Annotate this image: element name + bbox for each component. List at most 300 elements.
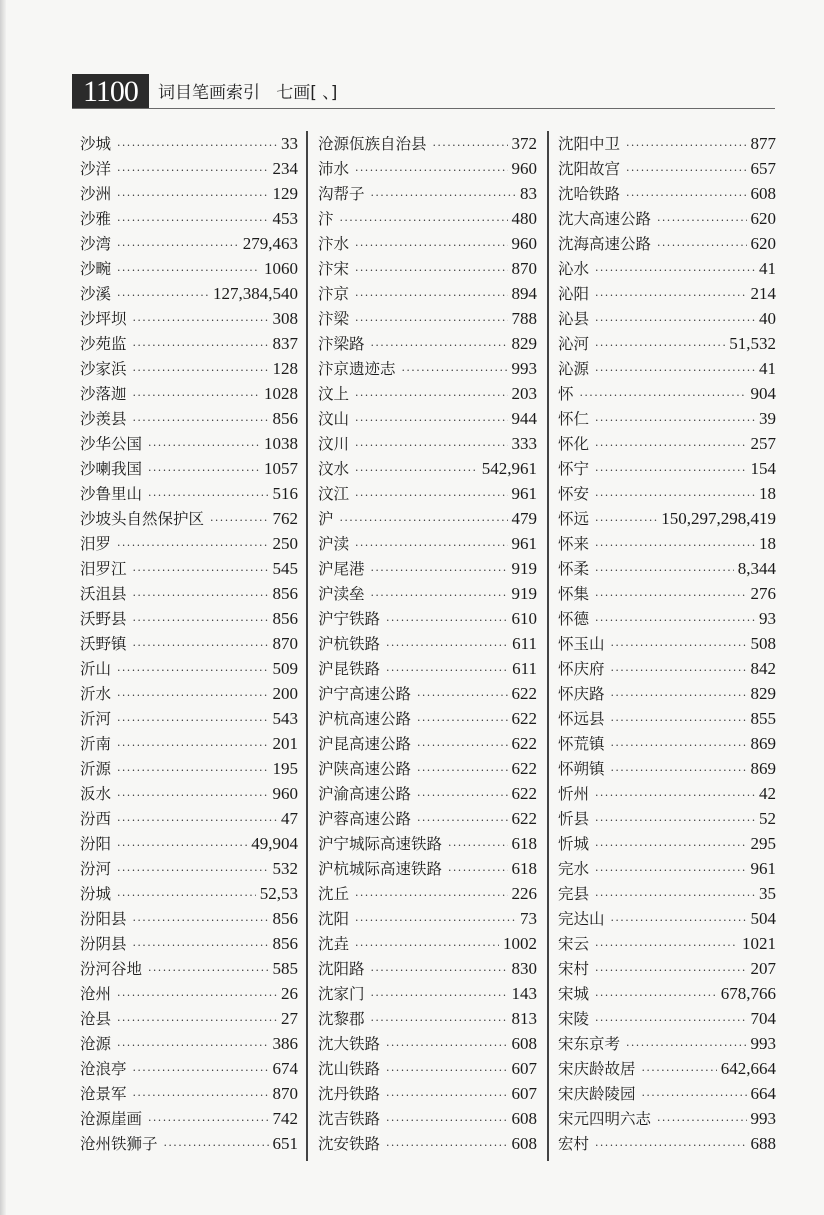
entry-page-numbers: 214 bbox=[750, 284, 776, 303]
dot-leader bbox=[164, 1133, 269, 1158]
index-entry bbox=[80, 181, 298, 206]
entry-page-numbers: 870 bbox=[272, 1084, 298, 1103]
dot-leader bbox=[355, 408, 507, 433]
entry-term: 宏村 bbox=[558, 1135, 590, 1153]
dot-leader bbox=[595, 308, 755, 333]
index-entry bbox=[80, 581, 298, 606]
index-entry bbox=[80, 931, 298, 956]
entry-page-numbers: 993 bbox=[750, 1109, 776, 1128]
entry-term: 怀朔镇 bbox=[558, 760, 605, 778]
entry-term: 沈丘 bbox=[318, 885, 350, 903]
dot-leader bbox=[595, 258, 755, 283]
index-entry bbox=[318, 706, 537, 731]
entry-term: 汾阴县 bbox=[80, 935, 127, 953]
dot-leader bbox=[657, 1108, 746, 1133]
entry-term: 沪杭高速公路 bbox=[318, 710, 412, 728]
page-edge-shadow bbox=[0, 0, 6, 1215]
entry-page-numbers: 18 bbox=[759, 534, 776, 553]
index-entry bbox=[558, 1081, 776, 1106]
entry-page-numbers: 651 bbox=[272, 1134, 298, 1153]
index-entry bbox=[80, 706, 298, 731]
index-entry bbox=[318, 1006, 537, 1031]
entry-page-numbers: 622 bbox=[511, 759, 537, 778]
entry-page-numbers: 1002 bbox=[503, 934, 537, 953]
entry-term: 宋村 bbox=[558, 960, 590, 978]
index-entry bbox=[318, 931, 537, 956]
entry-term: 沁河 bbox=[558, 335, 590, 353]
index-entry bbox=[318, 956, 537, 981]
index-entry bbox=[558, 206, 776, 231]
index-entry bbox=[558, 531, 776, 556]
dot-leader bbox=[611, 733, 747, 758]
entry-page-numbers: 919 bbox=[511, 559, 537, 578]
entry-term: 沁水 bbox=[558, 260, 590, 278]
dot-leader bbox=[595, 583, 746, 608]
index-entry bbox=[558, 906, 776, 931]
entry-page-numbers: 960 bbox=[272, 784, 298, 803]
dot-leader bbox=[117, 983, 277, 1008]
index-entry bbox=[318, 231, 537, 256]
entry-page-numbers: 585 bbox=[272, 959, 298, 978]
dot-leader bbox=[642, 1083, 747, 1108]
entry-page-numbers: 856 bbox=[272, 934, 298, 953]
entry-page-numbers: 830 bbox=[511, 959, 537, 978]
entry-page-numbers: 742 bbox=[272, 1109, 298, 1128]
entry-term: 沈山铁路 bbox=[318, 1060, 381, 1078]
entry-term: 宋东京考 bbox=[558, 1035, 621, 1053]
dot-leader bbox=[595, 333, 725, 358]
entry-term: 沂水 bbox=[80, 685, 112, 703]
index-entry bbox=[80, 1081, 298, 1106]
dot-leader bbox=[133, 608, 269, 633]
index-entry bbox=[318, 906, 537, 931]
dot-leader bbox=[595, 1133, 746, 1158]
entry-term: 宋庆龄陵园 bbox=[558, 1085, 636, 1103]
dot-leader bbox=[595, 833, 746, 858]
index-entry bbox=[558, 331, 776, 356]
dot-leader bbox=[133, 358, 269, 383]
entry-page-numbers: 620 bbox=[750, 234, 776, 253]
index-entry bbox=[80, 231, 298, 256]
entry-page-numbers: 40 bbox=[759, 309, 776, 328]
entry-page-numbers: 35 bbox=[759, 884, 776, 903]
entry-term: 沪昆高速公路 bbox=[318, 735, 412, 753]
index-entry bbox=[558, 931, 776, 956]
index-entry bbox=[318, 881, 537, 906]
entry-term: 沪渝高速公路 bbox=[318, 785, 412, 803]
dot-leader bbox=[355, 308, 507, 333]
entry-term: 沧县 bbox=[80, 1010, 112, 1028]
index-entry bbox=[318, 206, 537, 231]
entry-page-numbers: 855 bbox=[750, 709, 776, 728]
entry-page-numbers: 47 bbox=[281, 809, 298, 828]
dot-leader bbox=[657, 208, 746, 233]
entry-term: 怀 bbox=[558, 385, 574, 403]
index-entry bbox=[558, 181, 776, 206]
dot-leader bbox=[595, 508, 657, 533]
dot-leader bbox=[611, 683, 747, 708]
entry-page-numbers: 944 bbox=[511, 409, 537, 428]
index-entry bbox=[558, 1056, 776, 1081]
entry-page-numbers: 869 bbox=[750, 759, 776, 778]
index-entry bbox=[558, 706, 776, 731]
entry-page-numbers: 27 bbox=[281, 1009, 298, 1028]
entry-page-numbers: 877 bbox=[750, 134, 776, 153]
index-entry bbox=[558, 1106, 776, 1131]
dot-leader bbox=[626, 1033, 746, 1058]
entry-page-numbers: 308 bbox=[272, 309, 298, 328]
index-entry bbox=[318, 631, 537, 656]
entry-page-numbers: 842 bbox=[750, 659, 776, 678]
entry-term: 沃沮县 bbox=[80, 585, 127, 603]
entry-term: 完达山 bbox=[558, 910, 605, 928]
entry-page-numbers: 993 bbox=[750, 1034, 776, 1053]
entry-page-numbers: 333 bbox=[511, 434, 537, 453]
entry-page-numbers: 904 bbox=[750, 384, 776, 403]
index-entry bbox=[318, 331, 537, 356]
entry-page-numbers: 1038 bbox=[264, 434, 298, 453]
index-entry bbox=[80, 681, 298, 706]
entry-term: 汴京 bbox=[318, 285, 350, 303]
entry-term: 沈海高速公路 bbox=[558, 235, 652, 253]
index-entry bbox=[80, 856, 298, 881]
entry-term: 沪宁城际高速铁路 bbox=[318, 835, 443, 853]
entry-page-numbers: 642,664 bbox=[720, 1059, 776, 1078]
dot-leader bbox=[355, 908, 516, 933]
dot-leader bbox=[117, 783, 268, 808]
entry-page-numbers: 960 bbox=[511, 234, 537, 253]
index-entry bbox=[80, 606, 298, 631]
index-entry bbox=[318, 731, 537, 756]
entry-page-numbers: 542,961 bbox=[481, 459, 537, 478]
entry-term: 沪杭城际高速铁路 bbox=[318, 860, 443, 878]
page-header bbox=[72, 74, 775, 109]
dot-leader bbox=[371, 983, 508, 1008]
dot-leader bbox=[117, 758, 268, 783]
entry-term: 沪昆铁路 bbox=[318, 660, 381, 678]
entry-term: 怀宁 bbox=[558, 460, 590, 478]
index-entry bbox=[318, 1106, 537, 1131]
entry-term: 沪渎 bbox=[318, 535, 350, 553]
index-entry bbox=[80, 431, 298, 456]
index-entry bbox=[318, 456, 537, 481]
entry-term: 怀庆路 bbox=[558, 685, 605, 703]
entry-term: 沧源 bbox=[80, 1035, 112, 1053]
entry-page-numbers: 704 bbox=[750, 1009, 776, 1028]
dot-leader bbox=[117, 833, 247, 858]
entry-term: 沙苑监 bbox=[80, 335, 127, 353]
dot-leader bbox=[448, 858, 507, 883]
entry-term: 沙雅 bbox=[80, 210, 112, 228]
dot-leader bbox=[355, 158, 507, 183]
index-entry bbox=[80, 1056, 298, 1081]
index-entry bbox=[558, 781, 776, 806]
entry-page-numbers: 961 bbox=[511, 534, 537, 553]
entry-term: 忻城 bbox=[558, 835, 590, 853]
index-entry bbox=[318, 656, 537, 681]
dot-leader bbox=[133, 408, 269, 433]
dot-leader bbox=[117, 233, 239, 258]
entry-page-numbers: 128 bbox=[272, 359, 298, 378]
entry-page-numbers: 386 bbox=[272, 1034, 298, 1053]
index-entry bbox=[318, 1056, 537, 1081]
index-entry bbox=[80, 356, 298, 381]
entry-term: 完水 bbox=[558, 860, 590, 878]
entry-page-numbers: 279,463 bbox=[242, 234, 298, 253]
entry-page-numbers: 762 bbox=[272, 509, 298, 528]
index-entry bbox=[318, 181, 537, 206]
entry-page-numbers: 93 bbox=[759, 609, 776, 628]
entry-term: 汶上 bbox=[318, 385, 350, 403]
entry-page-numbers: 678,766 bbox=[720, 984, 776, 1003]
entry-term: 怀荒镇 bbox=[558, 735, 605, 753]
entry-page-numbers: 49,904 bbox=[251, 834, 298, 853]
entry-page-numbers: 607 bbox=[511, 1059, 537, 1078]
entry-page-numbers: 608 bbox=[750, 184, 776, 203]
entry-term: 沁阳 bbox=[558, 285, 590, 303]
dot-leader bbox=[117, 1008, 277, 1033]
dot-leader bbox=[355, 383, 507, 408]
index-entry bbox=[80, 506, 298, 531]
entry-term: 宋城 bbox=[558, 985, 590, 1003]
dot-leader bbox=[117, 258, 260, 283]
dot-leader bbox=[402, 358, 508, 383]
index-entry bbox=[558, 506, 776, 531]
column-divider bbox=[306, 131, 308, 1161]
dot-leader bbox=[657, 233, 746, 258]
entry-page-numbers: 856 bbox=[272, 609, 298, 628]
entry-page-numbers: 622 bbox=[511, 809, 537, 828]
entry-page-numbers: 657 bbox=[750, 159, 776, 178]
index-entry bbox=[558, 631, 776, 656]
index-entry bbox=[80, 481, 298, 506]
index-entry bbox=[318, 431, 537, 456]
entry-page-numbers: 919 bbox=[511, 584, 537, 603]
dot-leader bbox=[417, 758, 507, 783]
dot-leader bbox=[626, 158, 746, 183]
entry-page-numbers: 1021 bbox=[742, 934, 776, 953]
index-entry bbox=[558, 831, 776, 856]
dot-leader bbox=[210, 508, 268, 533]
entry-term: 沪 bbox=[318, 510, 334, 528]
entry-term: 沙鲁里山 bbox=[80, 485, 143, 503]
entry-page-numbers: 1060 bbox=[264, 259, 298, 278]
entry-page-numbers: 226 bbox=[511, 884, 537, 903]
entry-page-numbers: 543 bbox=[272, 709, 298, 728]
entry-term: 沧州铁狮子 bbox=[80, 1135, 158, 1153]
entry-page-numbers: 480 bbox=[511, 209, 537, 228]
index-entry bbox=[318, 506, 537, 531]
dot-leader bbox=[117, 1033, 268, 1058]
dot-leader bbox=[417, 783, 507, 808]
index-entry bbox=[558, 1006, 776, 1031]
entry-term: 汾阳县 bbox=[80, 910, 127, 928]
index-entry bbox=[558, 956, 776, 981]
entry-page-numbers: 453 bbox=[272, 209, 298, 228]
entry-term: 沙城 bbox=[80, 135, 112, 153]
dot-leader bbox=[133, 908, 269, 933]
entry-page-numbers: 856 bbox=[272, 909, 298, 928]
index-entry bbox=[80, 456, 298, 481]
entry-term: 沈阳中卫 bbox=[558, 135, 621, 153]
index-entry bbox=[558, 406, 776, 431]
entry-term: 沈黎郡 bbox=[318, 1010, 365, 1028]
dot-leader bbox=[433, 133, 508, 158]
entry-page-numbers: 829 bbox=[750, 684, 776, 703]
index-entry bbox=[318, 406, 537, 431]
entry-term: 沙洲 bbox=[80, 185, 112, 203]
index-entry bbox=[318, 381, 537, 406]
dot-leader bbox=[595, 1008, 746, 1033]
entry-page-numbers: 622 bbox=[511, 784, 537, 803]
entry-term: 沂河 bbox=[80, 710, 112, 728]
dot-leader bbox=[371, 583, 508, 608]
index-entry bbox=[318, 681, 537, 706]
entry-term: 怀集 bbox=[558, 585, 590, 603]
index-entry bbox=[558, 131, 776, 156]
dot-leader bbox=[148, 433, 260, 458]
index-entry bbox=[80, 881, 298, 906]
dot-leader bbox=[580, 383, 747, 408]
index-entry bbox=[80, 1006, 298, 1031]
entry-page-numbers: 618 bbox=[511, 834, 537, 853]
entry-page-numbers: 961 bbox=[750, 859, 776, 878]
dot-leader bbox=[595, 458, 746, 483]
dot-leader bbox=[417, 808, 507, 833]
index-entry bbox=[558, 381, 776, 406]
index-entry bbox=[318, 481, 537, 506]
index-entry bbox=[558, 431, 776, 456]
entry-page-numbers: 234 bbox=[272, 159, 298, 178]
dot-leader bbox=[386, 1033, 507, 1058]
dot-leader bbox=[595, 608, 755, 633]
entry-term: 沈垚 bbox=[318, 935, 350, 953]
entry-term: 怀来 bbox=[558, 535, 590, 553]
index-entry bbox=[558, 231, 776, 256]
dot-leader bbox=[371, 1008, 508, 1033]
entry-term: 怀安 bbox=[558, 485, 590, 503]
entry-term: 忻县 bbox=[558, 810, 590, 828]
dot-leader bbox=[117, 283, 209, 308]
dot-leader bbox=[595, 958, 746, 983]
dot-leader bbox=[133, 583, 269, 608]
entry-page-numbers: 83 bbox=[520, 184, 537, 203]
dot-leader bbox=[355, 283, 507, 308]
dot-leader bbox=[595, 483, 755, 508]
entry-term: 汨罗 bbox=[80, 535, 112, 553]
index-entry bbox=[80, 631, 298, 656]
entry-term: 沧源崖画 bbox=[80, 1110, 143, 1128]
entry-term: 沪宁高速公路 bbox=[318, 685, 412, 703]
entry-term: 沧景军 bbox=[80, 1085, 127, 1103]
index-entry bbox=[558, 306, 776, 331]
dot-leader bbox=[595, 558, 734, 583]
index-entry bbox=[558, 356, 776, 381]
entry-page-numbers: 608 bbox=[511, 1134, 537, 1153]
index-entry bbox=[558, 256, 776, 281]
entry-page-numbers: 607 bbox=[511, 1084, 537, 1103]
dot-leader bbox=[611, 658, 747, 683]
entry-page-numbers: 1028 bbox=[264, 384, 298, 403]
entry-page-numbers: 154 bbox=[750, 459, 776, 478]
index-entry bbox=[80, 1031, 298, 1056]
dot-leader bbox=[386, 633, 508, 658]
entry-page-numbers: 674 bbox=[272, 1059, 298, 1078]
entry-term: 沙落迦 bbox=[80, 385, 127, 403]
entry-page-numbers: 41 bbox=[759, 359, 776, 378]
dot-leader bbox=[117, 858, 268, 883]
entry-page-numbers: 788 bbox=[511, 309, 537, 328]
entry-page-numbers: 856 bbox=[272, 409, 298, 428]
entry-term: 沙华公国 bbox=[80, 435, 143, 453]
dot-leader bbox=[642, 1058, 717, 1083]
entry-term: 沃野镇 bbox=[80, 635, 127, 653]
dot-leader bbox=[148, 483, 268, 508]
index-entry bbox=[318, 306, 537, 331]
entry-term: 宋陵 bbox=[558, 1010, 590, 1028]
index-entry bbox=[558, 1131, 776, 1156]
dot-leader bbox=[386, 1108, 507, 1133]
dot-leader bbox=[355, 933, 499, 958]
entry-term: 沈哈铁路 bbox=[558, 185, 621, 203]
entry-term: 沧源佤族自治县 bbox=[318, 135, 427, 153]
entry-term: 沙坪坝 bbox=[80, 310, 127, 328]
entry-term: 宋云 bbox=[558, 935, 590, 953]
index-entry bbox=[558, 281, 776, 306]
entry-page-numbers: 51,532 bbox=[729, 334, 776, 353]
dot-leader bbox=[595, 358, 755, 383]
entry-page-numbers: 961 bbox=[511, 484, 537, 503]
dot-leader bbox=[355, 233, 507, 258]
entry-page-numbers: 201 bbox=[272, 734, 298, 753]
dot-leader bbox=[371, 183, 516, 208]
entry-term: 怀德 bbox=[558, 610, 590, 628]
entry-page-numbers: 504 bbox=[750, 909, 776, 928]
entry-term: 沈阳 bbox=[318, 910, 350, 928]
index-entry bbox=[80, 556, 298, 581]
entry-page-numbers: 829 bbox=[511, 334, 537, 353]
entry-page-numbers: 276 bbox=[750, 584, 776, 603]
entry-page-numbers: 622 bbox=[511, 684, 537, 703]
entry-term: 沪渎垒 bbox=[318, 585, 365, 603]
entry-term: 沈大铁路 bbox=[318, 1035, 381, 1053]
running-head-title: 词目笔画索引 七画[ 、] bbox=[158, 83, 338, 103]
index-entry bbox=[80, 906, 298, 931]
entry-term: 汴梁路 bbox=[318, 335, 365, 353]
index-entry bbox=[318, 1081, 537, 1106]
entry-term: 沂源 bbox=[80, 760, 112, 778]
dot-leader bbox=[386, 1083, 507, 1108]
entry-page-numbers: 870 bbox=[511, 259, 537, 278]
entry-term: 沙羡县 bbox=[80, 410, 127, 428]
dot-leader bbox=[595, 283, 746, 308]
entry-page-numbers: 516 bbox=[272, 484, 298, 503]
dot-leader bbox=[355, 258, 507, 283]
entry-term: 宋庆龄故居 bbox=[558, 1060, 636, 1078]
entry-page-numbers: 618 bbox=[511, 859, 537, 878]
dot-leader bbox=[595, 783, 755, 808]
entry-page-numbers: 813 bbox=[511, 1009, 537, 1028]
entry-page-numbers: 688 bbox=[750, 1134, 776, 1153]
index-entry bbox=[80, 656, 298, 681]
entry-term: 沙湾 bbox=[80, 235, 112, 253]
index-entry bbox=[80, 531, 298, 556]
entry-page-numbers: 207 bbox=[750, 959, 776, 978]
dot-leader bbox=[148, 1108, 268, 1133]
entry-term: 汴宋 bbox=[318, 260, 350, 278]
dot-leader bbox=[133, 633, 269, 658]
dot-leader bbox=[595, 808, 755, 833]
